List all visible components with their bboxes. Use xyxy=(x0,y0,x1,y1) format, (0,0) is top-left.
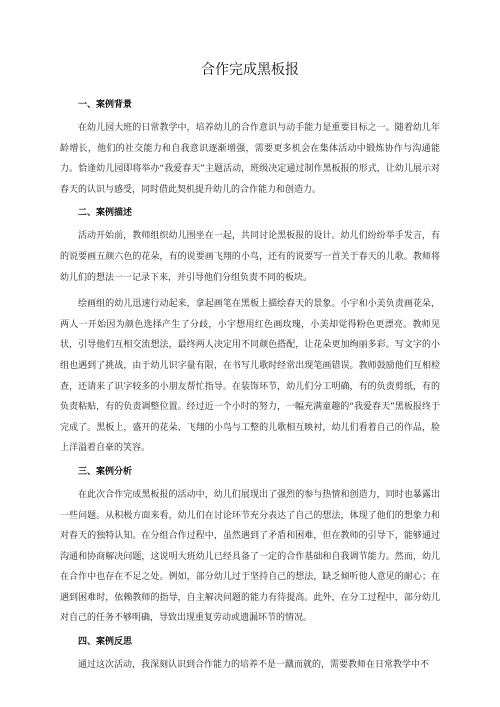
section-analysis xyxy=(60,465,440,629)
paragraph-reflection: 通过这次活动，我深刻认识到合作能力的培养不是一蹴而就的，需要教师在日常教学中不 xyxy=(78,660,430,671)
section-reflection xyxy=(60,635,440,676)
section-heading-analysis: 三、案例分析 xyxy=(78,466,133,477)
section-heading-description: 二、案例描述 xyxy=(78,208,133,219)
document-title: 合作完成黑板报 xyxy=(201,62,299,78)
paragraph-background: 在幼儿园大班的日常教学中，培养幼儿的合作意识与动手能力是重要目标之一。随着幼儿年龄增长，他们的社交能力和自我意识逐渐增强，需要更多机会在集体活动中锻炼协作与沟通能力。恰逢幼儿园即将举办“我爱春天”主题活动，班级决定通过制作黑板报的形式，让幼儿展示对春天的认识与感受，同时借此契机提升幼儿的合作能力和创造力。 xyxy=(60,123,440,195)
paragraph-description-1: 活动开始前，教师组织幼儿围坐在一起，共同讨论黑板报的设计。幼儿们纷纷举手发言，有的说要画五颜六色的花朵，有的说要画飞翔的小鸟，还有的说要写一首关于春天的儿歌。教师将幼儿们的想法一一记录下来，并引导他们分组负责不同的板块。 xyxy=(60,231,440,283)
paragraph-description-2: 绘画组的幼儿迅速行动起来，拿起画笔在黑板上描绘春天的景象。小宇和小美负责画花朵，两人一开始因为颜色选择产生了分歧，小宇想用红色画玫瑰，小美却觉得粉色更漂亮。教师见状，引导他们互相交流想法，最终两人决定用不同颜色搭配，让花朵更加绚丽多彩。写文字的小组也遇到了挑战，由于幼儿识字量有限，在书写儿歌时经常出现笔画错误。教师鼓励他们互相检查，还请来了识字较多的小朋友帮忙指导。在装饰环节，幼儿们分工明确，有的负责剪纸，有的负责粘贴，有的负责调整位置。经过近一个小时的努力，一幅充满童趣的“我爱春天”黑板报终于完成了。黑板上，盛开的花朵、飞翔的小鸟与工整的儿歌相互映衬，幼儿们看着自己的作品，脸上洋溢着自豪的笑容。 xyxy=(60,299,440,454)
section-heading-reflection: 四、案例反思 xyxy=(78,637,133,648)
section-heading-background: 一、案例背景 xyxy=(78,100,133,110)
paragraph-analysis: 在此次合作完成黑板报的活动中，幼儿们展现出了强烈的参与热情和创造力，同时也暴露出一些问题。从积极方面来看，幼儿们在讨论环节充分表达了自己的想法，体现了他们的想象力和对春天的独特认知。在分组合作过程中，虽然遇到了矛盾和困难，但在教师的引导下，能够通过沟通和协商解决问题，这说明大班幼儿已经具备了一定的合作基础和自我调节能力。然而，幼儿在合作中也存在不足之处。例如，部分幼儿过于坚持自己的想法，缺乏倾听他人意见的耐心；在遇到困难时，依赖教师的指导，自主解决问题的能力有待提高。此外，在分工过程中，部分幼儿对自己的任务不够明确，导致出现重复劳动或遗漏环节的情况。 xyxy=(60,489,440,624)
section-background xyxy=(60,98,440,200)
section-description xyxy=(60,206,440,459)
